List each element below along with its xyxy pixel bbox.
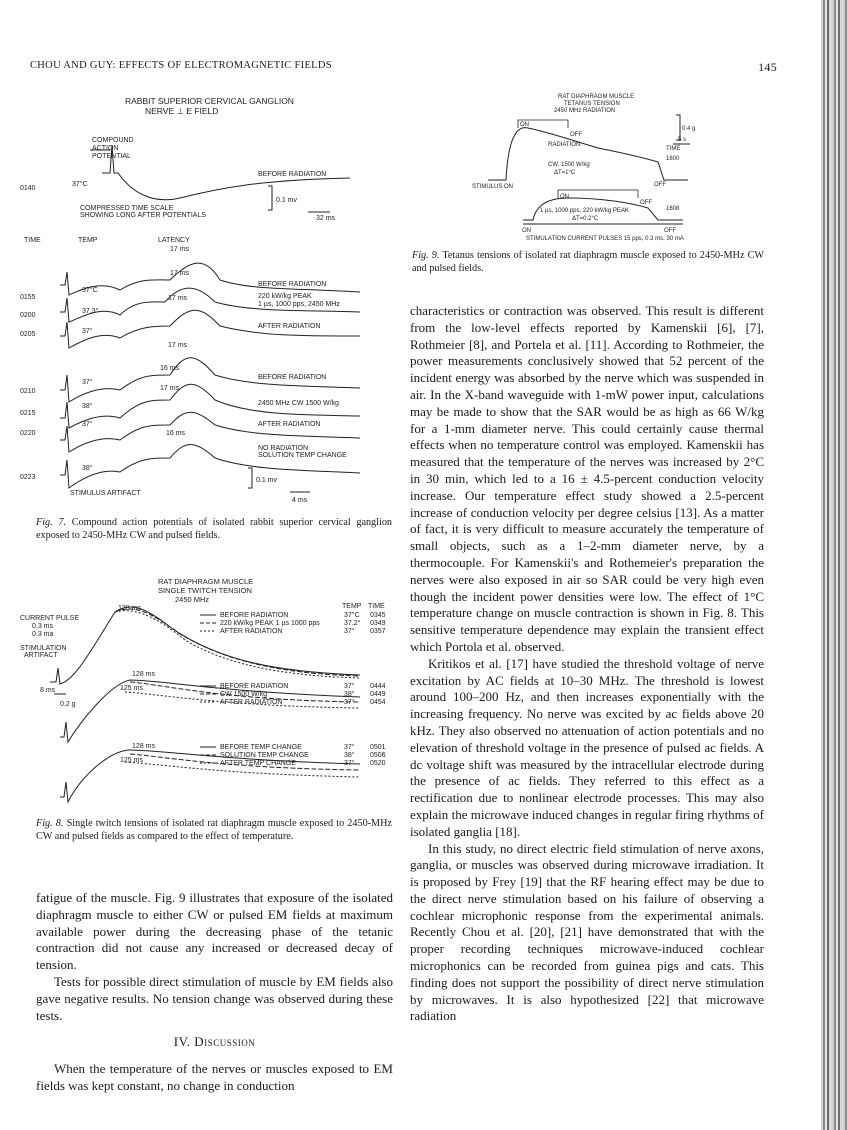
- fig8-caption: [36, 818, 392, 844]
- fig7-g1-label-0: BEFORE RADIATION: [258, 281, 327, 288]
- fig7-g1-label-2: 1 µs, 1000 pps, 2450 MHz: [258, 301, 340, 308]
- fig8-header-time: TIME: [368, 603, 385, 610]
- fig7-caption-label: Fig. 7.: [36, 517, 67, 528]
- fig9-off-1: OFF: [570, 132, 582, 138]
- fig9-time-2: 1608: [666, 206, 680, 212]
- fig9-time-1: 1600: [666, 156, 680, 162]
- fig8-header-temp: TEMP: [342, 603, 362, 610]
- right-paragraph-2: Kritikos et al. [17] have studied the threshold voltage of nerve excitation by AC fields at 10–30 MHz. The threshold is lowest around 100–200 Hz, and then increases exponentially with the increasing frequency. No nerve was excited by ac fields above 20 kHz. They also observed no attenuation of action potentials and no elevation of threshold voltage in the presence of pulsed ac fields. A dc voltage shift was measured by the intracellular electrode during the presence of ac fields. They referred to this effect as a rectification due to nonlinear electrode processes. This may also explain the microwave induced changes in regular firing rhythms of isolated ganglia [18].: [410, 655, 764, 839]
- fig7-col-latency: LATENCY: [158, 237, 190, 244]
- fig8-artifact-1: STIMULATION: [20, 645, 67, 652]
- left-paragraph-1: fatigue of the muscle. Fig. 9 illustrates that exposure of the isolated diaphragm muscle to either CW or pulsed EM fields at maximum available power during the decreasing phase of the tetanic contraction did not cause any increased or decreased decay of tension.: [36, 890, 393, 973]
- fig8-trace-group2: [60, 680, 360, 742]
- fig8-g1-temp-2: 37°: [344, 628, 355, 635]
- fig7-title-1: RABBIT SUPERIOR CERVICAL GANGLION: [125, 96, 294, 106]
- right-paragraph-1: characteristics or contraction was observed. This result is different from the low-level effects reported by Kamenskii [6], [7], Rothmeier [8], and Portela et al. [11]. According to Rothmeier, the power measurements conclusively showed that 52 percent of the incident energy was absorbed by the nerve which was suspended in air. In the X-band waveguide with 1-mW power input, calculations may be made to show that the SAR would be as high as 66 W/kg for a 1-mm diameter nerve. This could certainly cause thermal effects when no temperature control was employed. Kamenskii has measured that the temperature of the nerves was increased by 2°C in 30 min, which led to a 16 ± 4.5-percent conduction velocity increase. Our temperature effect study showed a 2.5-percent increase of conduction velocity per degree celsius [13]. As a matter of fact, it is very difficult to measure accurately the temperature of small objects, such as a 1–2-mm diameter nerve, by a thermocouple. For Kamenskii's and Rothemeier's preparation the nerves were also exposed in air so SAR could be very high even though the incident power densities were low. The effect of 1°C temperature change on muscle contraction is shown in Fig. 8. This sensitive temperature dependence may explain the transient effect which Portola et al. observed.: [410, 303, 764, 654]
- fig9-off-3: OFF: [664, 228, 676, 234]
- fig7-stimulus-artifact: STIMULUS ARTIFACT: [70, 490, 141, 497]
- fig9-stimulus-on: STIMULUS ON: [472, 184, 514, 190]
- fig7-trace-1: [60, 263, 360, 295]
- fig7-title-2: NERVE ⊥ E FIELD: [145, 106, 219, 116]
- left-paragraph-3: When the temperature of the nerves or muscles exposed to EM fields was kept constant, no change in conduction: [36, 1061, 393, 1093]
- fig7-compressed-1: COMPRESSED TIME SCALE: [80, 205, 174, 212]
- fig7-g1-temp-1: 37.3°: [82, 308, 99, 315]
- fig9-trace-cw: [488, 128, 688, 180]
- fig7-caption: [36, 517, 392, 543]
- fig9-stimulus-off: OFF: [654, 182, 666, 188]
- fig8-caption-text: Single twitch tensions of isolated rat diaphragm muscle exposed to 2450-MHz CW and pulsed fields as compared to the effect of temperature.: [36, 818, 392, 842]
- right-paragraph-3: In this study, no direct electric field stimulation of nerve axons, ganglia, or muscles was observed during microwave irradiation. It is proposed by Frey [19] that the RF hearing effect may be due to the direct nerve stimulation based on his failure of observing a cochlear microphonic response from the experimental animals. Recently Chou et al. [20], [21] have demonstrated that with the proper recording techniques microwave-induced cochlear microphonics can be recorded from guinea pigs and cats. This finding does not support the possibility of direct nerve stimulation by microwaves. It is also hypothesized [22] that microwave radiation: [410, 840, 764, 1024]
- fig7-compound-1: COMPOUND: [92, 137, 134, 144]
- fig8-caption-label: Fig. 8.: [36, 818, 64, 829]
- fig7-g3-time: 0223: [20, 474, 36, 481]
- fig8-g3-time-2: 0520: [370, 760, 386, 767]
- fig7-g1-time-2: 0205: [20, 331, 36, 338]
- fig7-g1-temp-2: 37°: [82, 328, 93, 335]
- fig7-g2-label-1: 2450 MHz CW 1500 W/kg: [258, 400, 339, 407]
- fig9-on-1: ON: [520, 122, 529, 128]
- fig8-pulse-2: 0.3 ms: [32, 623, 54, 630]
- fig8-g3-time-0: 0501: [370, 744, 386, 751]
- left-column: [36, 890, 393, 1095]
- fig9-dt-1: ΔT=1°C: [554, 170, 576, 176]
- fig8-g1-time-0: 0345: [370, 612, 386, 619]
- fig8-pulse-1: CURRENT PULSE: [20, 615, 79, 622]
- fig8-g1-label-0: BEFORE RADIATION: [220, 612, 289, 619]
- fig7-g1-label-1: 220 kW/kg PEAK: [258, 293, 312, 300]
- fig9-scale-s: 5 s: [678, 137, 687, 143]
- fig7-g2-time-2: 0220: [20, 430, 36, 437]
- fig9-time-label: TIME: [666, 146, 681, 152]
- fig7-g2-time-1: 0215: [20, 410, 36, 417]
- fig8-g3-temp-0: 37°: [344, 744, 355, 751]
- fig7-col-time: TIME: [24, 237, 41, 244]
- fig8-g3-label-2: AFTER TEMP CHANGE: [220, 760, 296, 767]
- fig8-trace-group3: [60, 750, 360, 802]
- fig7-g3-label-0: NO RADIATION: [258, 445, 309, 452]
- fig9-on-3: ON: [522, 228, 531, 234]
- fig8-title-1: RAT DIAPHRAGM MUSCLE: [158, 577, 254, 586]
- fig9-cw: CW, 1500 W/kg: [548, 162, 590, 168]
- fig8-g2-temp-2: 37°: [344, 699, 355, 706]
- fig8-title-2: SINGLE TWITCH TENSION: [158, 586, 252, 595]
- figure-7: [20, 90, 400, 510]
- fig8-g3-label-0: BEFORE TEMP CHANGE: [220, 744, 302, 751]
- fig8-peak-0: 128 ms: [118, 605, 141, 612]
- fig7-temp-top: 37°C: [72, 181, 88, 188]
- fig8-g1-temp-1: 37.2°: [344, 620, 361, 627]
- fig7-g2-temp-2: 37°: [82, 421, 93, 428]
- fig8-scale-ms: 8 ms: [40, 687, 56, 694]
- fig7-g2-temp-1: 38°: [82, 403, 93, 410]
- fig7-g2-time-0: 0210: [20, 388, 36, 395]
- fig7-compound-2: ACTION: [92, 145, 119, 152]
- fig7-g3-temp: 38°: [82, 465, 93, 472]
- fig7-compressed-2: SHOWING LONG AFTER POTENTIALS: [80, 212, 207, 219]
- fig8-peak-3: 128 ms: [132, 743, 155, 750]
- fig9-title-2: TETANUS TENSION: [564, 101, 620, 107]
- fig8-g1-time-1: 0349: [370, 620, 386, 627]
- fig8-peak-4: 125 ms: [120, 757, 143, 764]
- fig7-g3-label-1: SOLUTION TEMP CHANGE: [258, 452, 347, 459]
- scan-edge: [821, 0, 847, 1130]
- fig7-before-radiation-top: BEFORE RADIATION: [258, 171, 327, 178]
- fig9-caption-text: Tetanus tensions of isolated rat diaphragm muscle exposed to 2450-MHz CW and pulsed fields.: [412, 250, 764, 274]
- fig8-peak-2: 125 ms: [120, 685, 143, 692]
- figure-9: [468, 90, 718, 250]
- fig7-scale-ms: 32 ms: [316, 215, 336, 222]
- fig8-pulse-3: 0.3 ma: [32, 631, 54, 638]
- fig7-g2-lat-3: 16 ms: [166, 430, 186, 437]
- fig9-scale-g: 0.4 g: [682, 126, 696, 132]
- fig7-g3-scale-ms: 4 ms: [292, 497, 308, 504]
- fig8-g2-temp-1: 38°: [344, 691, 355, 698]
- fig7-col-temp: TEMP: [78, 237, 98, 244]
- fig8-artifact-2: ARTIFACT: [24, 652, 58, 659]
- fig9-stim-pulses: STIMULATION CURRENT PULSES 15 pps, 0.3 ms, 30 mA: [526, 236, 684, 242]
- fig8-g2-temp-0: 37°: [344, 683, 355, 690]
- fig9-title-3: 2450 MHz RADIATION: [554, 108, 616, 114]
- fig8-g3-temp-1: 38°: [344, 752, 355, 759]
- fig9-radiation: RADIATION: [548, 142, 581, 148]
- fig8-g1-label-2: AFTER RADIATION: [220, 628, 283, 635]
- fig8-peak-1: 128 ms: [132, 671, 155, 678]
- fig8-trace-group1: [50, 607, 360, 684]
- page-number: 145: [758, 60, 777, 74]
- fig7-g2-label-0: BEFORE RADIATION: [258, 374, 327, 381]
- fig7-compound-3: POTENTIAL: [92, 153, 131, 160]
- fig7-g2-temp-0: 37°: [82, 379, 93, 386]
- fig7-g2-lat-0: 17 ms: [168, 342, 188, 349]
- fig7-g2-lat-1: 16 ms: [160, 365, 180, 372]
- fig8-g3-label-1: SOLUTION TEMP CHANGE: [220, 752, 309, 759]
- fig7-g1-lat-2: 17 ms: [168, 295, 188, 302]
- fig9-caption-label: Fig. 9.: [412, 250, 440, 261]
- running-title: CHOU AND GUY: EFFECTS OF ELECTROMAGNETIC FIELDS: [30, 60, 332, 71]
- fig8-g2-time-1: 0449: [370, 691, 386, 698]
- fig9-title-1: RAT DIAPHRAGM MUSCLE: [558, 94, 635, 100]
- fig8-scale-g: 0.2 g: [60, 701, 76, 708]
- fig8-g2-label-0: BEFORE RADIATION: [220, 683, 289, 690]
- fig8-g2-label-2: AFTER RADIATION: [220, 699, 283, 706]
- fig9-dt-2: ΔT=0.2°C: [572, 216, 599, 222]
- fig8-g1-time-2: 0357: [370, 628, 386, 635]
- fig9-off-2: OFF: [640, 200, 652, 206]
- section-heading-discussion: IV. Discussion: [173, 1034, 256, 1050]
- fig9-pulsed: 1 µs, 1000 pps, 220 kW/kg PEAK: [540, 208, 629, 214]
- fig7-g1-temp-0: 37°C: [82, 287, 98, 294]
- fig7-g1-lat-1: 17 ms: [170, 270, 190, 277]
- fig7-g2-label-2: AFTER RADIATION: [258, 421, 321, 428]
- fig9-on-2: ON: [560, 194, 569, 200]
- fig8-g2-label-1: CW 1500 W/kg: [220, 691, 268, 698]
- left-paragraph-2: Tests for possible direct stimulation of muscle by EM fields also gave negative results. No tension change was observed during these tests.: [36, 973, 393, 1023]
- fig7-scale-mv: 0.1 mv: [276, 197, 298, 204]
- fig8-g3-time-1: 0506: [370, 752, 386, 759]
- figure-8: [20, 572, 395, 817]
- fig7-g1-time-0: 0155: [20, 294, 36, 301]
- fig7-g2-lat-2: 17 ms: [160, 385, 180, 392]
- fig8-g3-temp-2: 37°: [344, 760, 355, 767]
- right-column: [410, 303, 764, 1025]
- fig8-title-3: 2450 MHz: [175, 595, 210, 604]
- fig8-g2-time-2: 0454: [370, 699, 386, 706]
- fig9-caption: [412, 250, 764, 276]
- fig7-g1-label-3: AFTER RADIATION: [258, 323, 321, 330]
- fig7-time-0140: 0140: [20, 185, 36, 192]
- fig8-g2-time-0: 0444: [370, 683, 386, 690]
- fig7-g1-lat-0: 17 ms: [170, 246, 190, 253]
- fig7-g3-scale-mv: 0.1 mv: [256, 477, 278, 484]
- fig8-g1-label-1: 220 kW/kg PEAK 1 µs 1000 pps: [220, 620, 320, 627]
- fig7-caption-text: Compound action potentials of isolated rabbit superior cervical ganglion exposed to 2450-MHz CW and pulsed fields.: [36, 517, 393, 541]
- fig8-g1-temp-0: 37°C: [344, 612, 360, 619]
- running-header: [30, 60, 777, 80]
- fig7-g1-time-1: 0200: [20, 312, 36, 319]
